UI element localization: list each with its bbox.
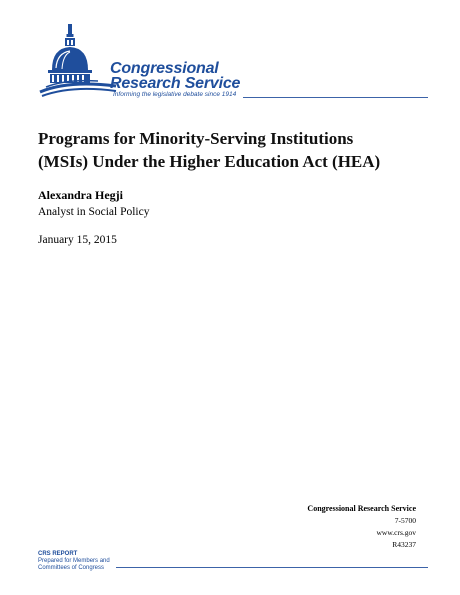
crs-report-line2: Committees of Congress <box>38 565 105 571</box>
author-name: Alexandra Hegji <box>38 188 123 202</box>
crs-report-line1: Prepared for Members and <box>38 558 110 564</box>
brand-name-line2: Research Service <box>110 75 241 92</box>
report-website: www.crs.gov <box>376 528 416 537</box>
crs-report-label: CRS REPORT <box>38 551 78 557</box>
crs-report-label-block <box>38 551 110 572</box>
document-title <box>38 127 438 173</box>
report-info-block <box>307 503 416 551</box>
document-title-line2: (MSIs) Under the Higher Education Act (HEA) <box>38 152 381 171</box>
brand-name <box>110 61 240 91</box>
publication-date: January 15, 2015 <box>38 234 117 246</box>
report-org: Congressional Research Service <box>307 504 416 513</box>
report-phone: 7-5700 <box>394 516 416 525</box>
capitol-dome-logo-icon <box>38 22 118 98</box>
document-title-line1: Programs for Minority-Serving Institutions <box>38 129 354 148</box>
brand-name-line1: Congressional <box>110 60 219 77</box>
report-number: R43237 <box>392 540 416 549</box>
header-rule <box>243 97 428 98</box>
author-role: Analyst in Social Policy <box>38 206 150 218</box>
brand-tagline: Informing the legislative debate since 1914 <box>113 91 237 98</box>
footer-rule <box>116 567 428 568</box>
